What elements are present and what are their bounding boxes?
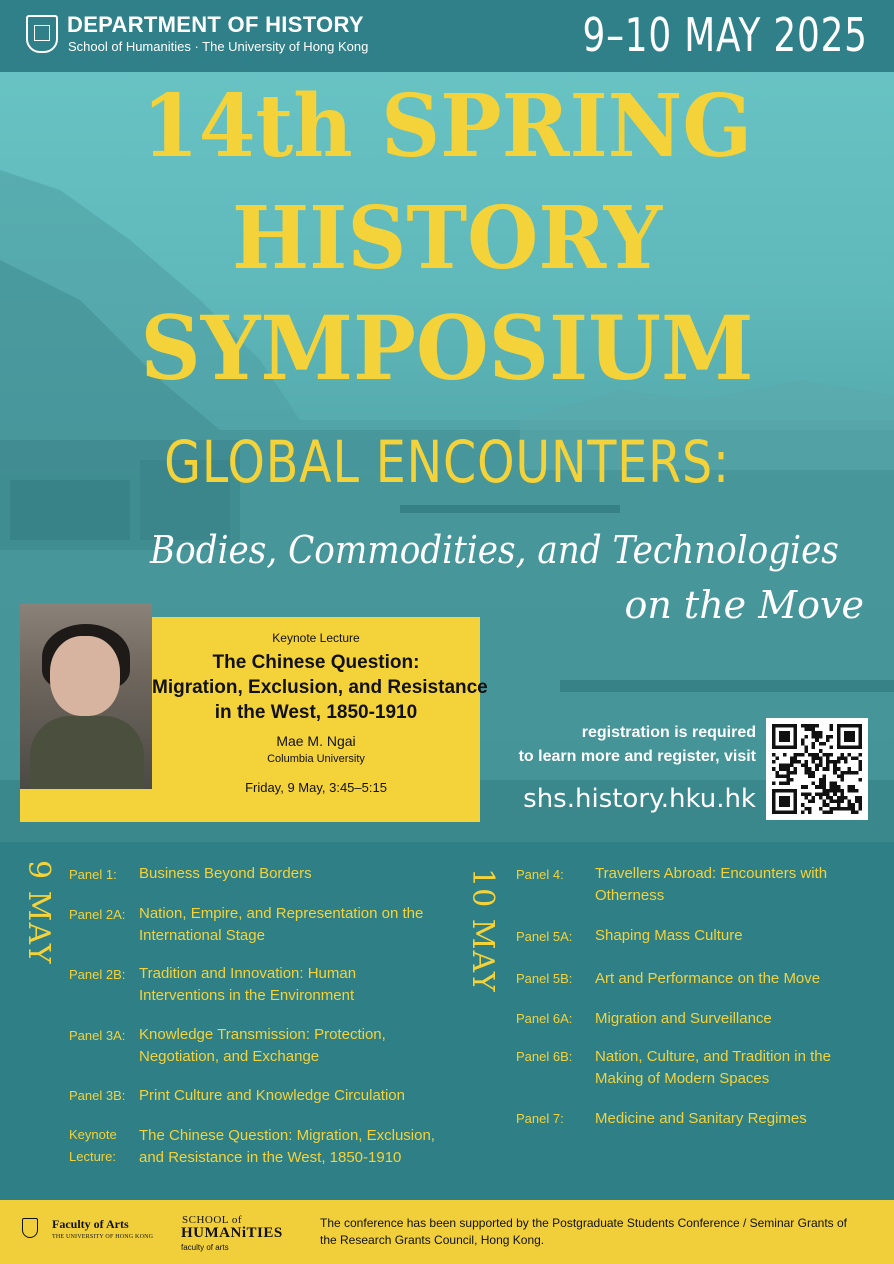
qr-code-icon[interactable] bbox=[766, 718, 868, 820]
theme-title: GLOBAL ENCOUNTERS: bbox=[164, 428, 730, 496]
registration-url[interactable]: shs.history.hku.hk bbox=[523, 784, 756, 814]
day-1-label: 9 MAY bbox=[21, 860, 56, 965]
panel-label: Panel 5A: bbox=[516, 929, 573, 944]
keynote-label: Keynote Lecture bbox=[272, 631, 360, 645]
panel-label: Panel 7: bbox=[516, 1111, 564, 1126]
theme-subtitle-line-2: on the Move bbox=[624, 583, 864, 627]
keynote-time: Friday, 9 May, 3:45–5:15 bbox=[245, 780, 387, 795]
panel-title: Migration and Surveillance bbox=[595, 1010, 772, 1027]
panel-label: Panel 5B: bbox=[516, 971, 573, 986]
panel-label: Panel 3B: bbox=[69, 1088, 126, 1103]
panel-title: Business Beyond Borders bbox=[139, 865, 312, 882]
keynote-speaker: Mae M. Ngai bbox=[276, 733, 356, 749]
panel-title: Print Culture and Knowledge Circulation bbox=[139, 1087, 405, 1104]
panel-label: Panel 1: bbox=[69, 867, 117, 882]
keynote-title-line-3: in the West, 1850-1910 bbox=[214, 702, 418, 723]
panel-title: Nation, Empire, and Representation on the International Stage bbox=[139, 905, 424, 944]
panel-label: Keynote Lecture: bbox=[69, 1127, 117, 1164]
department-subtitle: School of Humanities · The University of Hong Kong bbox=[68, 39, 369, 54]
speaker-photo bbox=[20, 604, 152, 789]
panel-title: Shaping Mass Culture bbox=[595, 927, 743, 944]
hku-crest-icon bbox=[26, 15, 58, 53]
panel-label: Panel 6B: bbox=[516, 1049, 573, 1064]
panel-title: Tradition and Innovation: Human Interventions in the Environment bbox=[139, 965, 357, 1004]
header-bar bbox=[0, 0, 894, 72]
panel-title: Medicine and Sanitary Regimes bbox=[595, 1110, 807, 1127]
title-line-3: SYMPOSIUM bbox=[140, 296, 754, 400]
keynote-title-line-2: Migration, Exclusion, and Resistance bbox=[152, 677, 488, 698]
panel-title: Knowledge Transmission: Protection, Negotiation, and Exchange bbox=[139, 1026, 386, 1065]
footer-bar bbox=[0, 1200, 894, 1264]
faculty-name: Faculty of Arts bbox=[52, 1217, 129, 1231]
keynote-affiliation: Columbia University bbox=[267, 753, 365, 765]
panel-title: Travellers Abroad: Encounters with Otherness bbox=[595, 865, 828, 904]
humanities-logo-line-3: faculty of arts bbox=[181, 1243, 229, 1252]
panel-label: Panel 2A: bbox=[69, 907, 126, 922]
panel-label: Panel 4: bbox=[516, 867, 564, 882]
panel-title: Art and Performance on the Move bbox=[595, 970, 821, 987]
funding-acknowledgement: The conference has been supported by the Postgraduate Students Conference / Seminar Grants of the Research Grants Council, Hong Kong. bbox=[320, 1216, 847, 1247]
faculty-university: THE UNIVERSITY OF HONG KONG bbox=[52, 1234, 154, 1240]
title-line-1: 14th SPRING bbox=[141, 76, 753, 177]
title-line-2: HISTORY bbox=[231, 188, 663, 289]
panel-label: Panel 2B: bbox=[69, 967, 126, 982]
humanities-logo-line-2: HUMANiTIES bbox=[181, 1225, 283, 1241]
humanities-logo-line-1: SCHOOL of bbox=[182, 1214, 243, 1226]
event-dates: 9–10 MAY 2025 bbox=[582, 8, 868, 62]
panel-title: The Chinese Question: Migration, Exclusion, and Resistance in the West, 1850-1910 bbox=[139, 1127, 435, 1166]
department-name: DEPARTMENT OF HISTORY bbox=[67, 12, 364, 37]
keynote-card bbox=[20, 617, 488, 822]
registration-note: registration is required bbox=[581, 724, 756, 741]
keynote-title-line-1: The Chinese Question: bbox=[212, 652, 420, 673]
day-2-label: 10 MAY bbox=[465, 868, 500, 993]
panel-title: Nation, Culture, and Tradition in the Making of Modern Spaces bbox=[595, 1048, 831, 1087]
program-section bbox=[0, 842, 894, 1200]
registration-instruction: to learn more and register, visit bbox=[518, 748, 756, 765]
theme-subtitle-line-1: Bodies, Commodities, and Technologies bbox=[150, 528, 839, 572]
faculty-crest-icon bbox=[22, 1218, 38, 1238]
panel-label: Panel 3A: bbox=[69, 1028, 126, 1043]
panel-label: Panel 6A: bbox=[516, 1011, 573, 1026]
